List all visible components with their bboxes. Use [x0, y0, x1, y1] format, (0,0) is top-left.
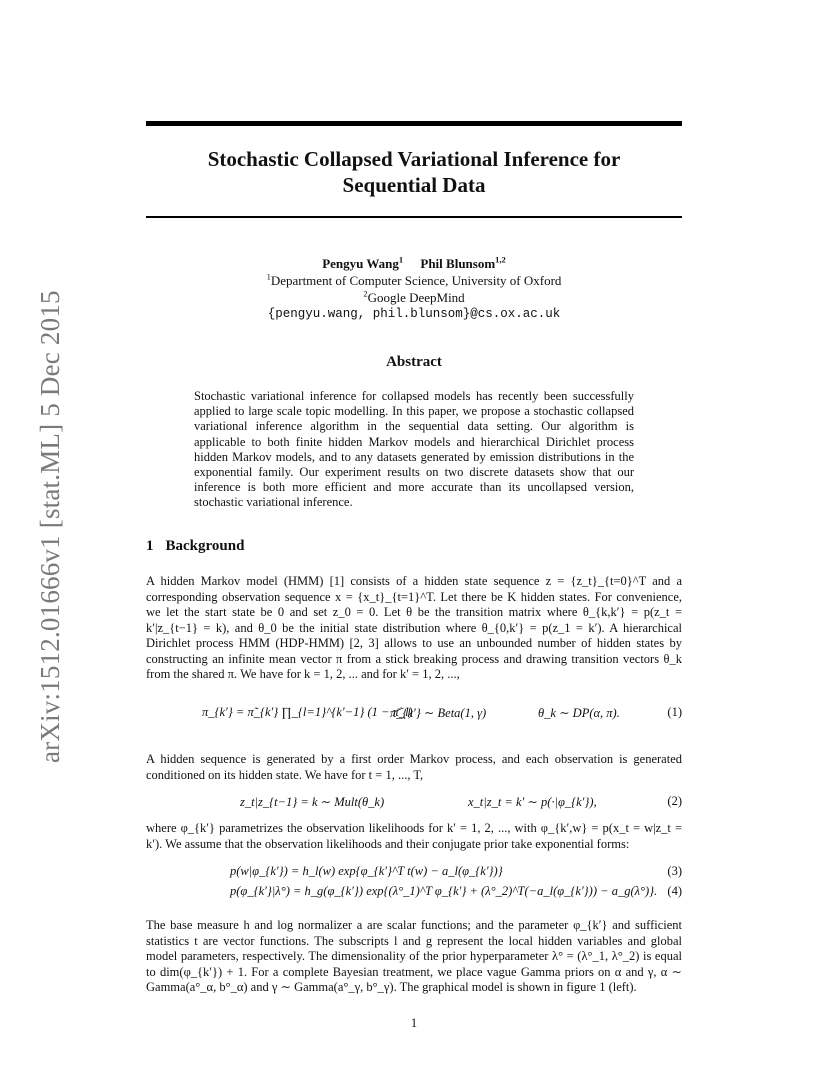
paragraph-3: where φ_{k′} parametrizes the observation likelihoods for k′ = 1, 2, ..., with φ_{k′,w} = p(x_t = w|z_t = k′). We assume that the observation likelihoods and their conjugate prior take exponential forms:	[146, 821, 682, 851]
equation-2-part-a: z_t|z_{t−1} = k ∼ Mult(θ_k)	[240, 795, 385, 809]
equation-1-part-c: θ_k ∼ DP(α, π).	[538, 706, 620, 720]
author-email: {pengyu.wang, phil.blunsom}@cs.ox.ac.uk	[267, 307, 561, 321]
affiliation-1: $^1$Department of Computer Science, University of Oxford	[266, 271, 562, 288]
paragraph-2: A hidden sequence is generated by a first order Markov process, and each observation is generated conditioned on its hidden state. We have for t = 1, ..., T,	[146, 752, 682, 782]
title-line-2: Sequential Data	[342, 173, 486, 197]
paragraph-4: The base measure h and log normalizer a are scalar functions; and the parameter φ_{k′} and sufficient statistics t are vector functions. The subscripts l and g represent the local hidden variables and global model parameters, respectively. The dimensionality of the prior hyperparameter λ° = (λ°_1, λ°_2) is equal to dim(φ_{k′}) + 1. For a complete Bayesian treatment, we place vague Gamma priors on α and γ, α ∼ Gamma(a°_α, b°_α) and γ ∼ Gamma(a°_γ, b°_γ). The graphical model is shown in figure 1 (left).	[146, 918, 682, 994]
equation-2-number: (2)	[667, 794, 682, 808]
equation-1-number: (1)	[667, 705, 682, 719]
equation-1	[146, 705, 682, 725]
equation-3	[146, 864, 682, 884]
equation-2-part-b: x_t|z_t = k′ ∼ p(·|φ_{k′}),	[468, 795, 597, 809]
author-2: Phil Blunsom$^{1,2}$	[420, 254, 506, 271]
section-title: Background	[165, 538, 245, 554]
section-heading	[146, 538, 244, 555]
equation-4-body: p(φ_{k′}|λ°) = h_g(φ_{k′}) exp{(λ°_1)^T φ_{k′} + (λ°_2)^T(−a_l(φ_{k′})) − a_g(λ°)}.	[230, 884, 658, 898]
title-rule-bottom	[146, 216, 682, 218]
equation-4	[146, 884, 682, 904]
title-rule-top	[146, 121, 682, 126]
title-line-1: Stochastic Collapsed Variational Inference for	[207, 147, 621, 171]
arxiv-watermark: arXiv:1512.01666v1 [stat.ML] 5 Dec 2015	[35, 290, 65, 763]
equation-1-part-a: π_{k′} = π̃_{k′} ∏_{l=1}^{k′−1} (1 − π̃_l)	[202, 705, 413, 719]
author-1: Pengyu Wang$^1$	[322, 254, 404, 271]
page-number: 1	[410, 1016, 418, 1030]
author-1-sup: 1	[398, 254, 404, 265]
section-number: 1	[146, 538, 154, 554]
author-2-sup: 1,2	[495, 254, 506, 265]
affiliation-2: $^2$Google DeepMind	[363, 288, 465, 305]
equation-3-number: (3)	[667, 864, 682, 878]
author-names	[146, 255, 682, 272]
equation-2	[146, 794, 682, 814]
equation-1-part-b: π̃_{k′} ∼ Beta(1, γ)	[390, 706, 487, 720]
equation-3-body: p(w|φ_{k′}) = h_l(w) exp{φ_{k′}^T t(w) − a_l(φ_{k′})}	[230, 864, 503, 878]
author-block	[146, 255, 682, 323]
abstract-heading: Abstract	[386, 354, 442, 370]
paper-title	[146, 146, 682, 198]
abstract-text: Stochastic variational inference for collapsed models has recently been successfully applied to large scale topic modelling. In this paper, we propose a stochastic collapsed variational inference algorithm in the sequential data setting. Our algorithm is applicable to both finite hidden Markov models and hierarchical Dirichlet process hidden Markov models, and to any datasets generated by emission distributions in the exponential family. Our experiment results on two discrete datasets show that our inference is both more efficient and more accurate than its uncollapsed version, stochastic variational inference.	[194, 389, 634, 510]
equation-4-number: (4)	[667, 884, 682, 898]
paragraph-1: A hidden Markov model (HMM) [1] consists of a hidden state sequence z = {z_t}_{t=0}^T and a corresponding observation sequence x = {x_t}_{t=1}^T. Let there be K hidden states. For convenience, we let the start state be 0 and set z_0 = 0. Let θ be the transition matrix where θ_{k,k′} = p(z_t = k′|z_{t−1} = k), and θ_0 be the initial state distribution where θ_{0,k′} = p(z_1 = k′). A hierarchical Dirichlet process HMM (HDP-HMM) [2, 3] allows to use an unbounded number of hidden states by constructing an infinite mean vector π from a stick breaking process and drawing transition vectors θ_k from the shared π. We have for k = 1, 2, ... and for k′ = 1, 2, ...,	[146, 574, 682, 681]
